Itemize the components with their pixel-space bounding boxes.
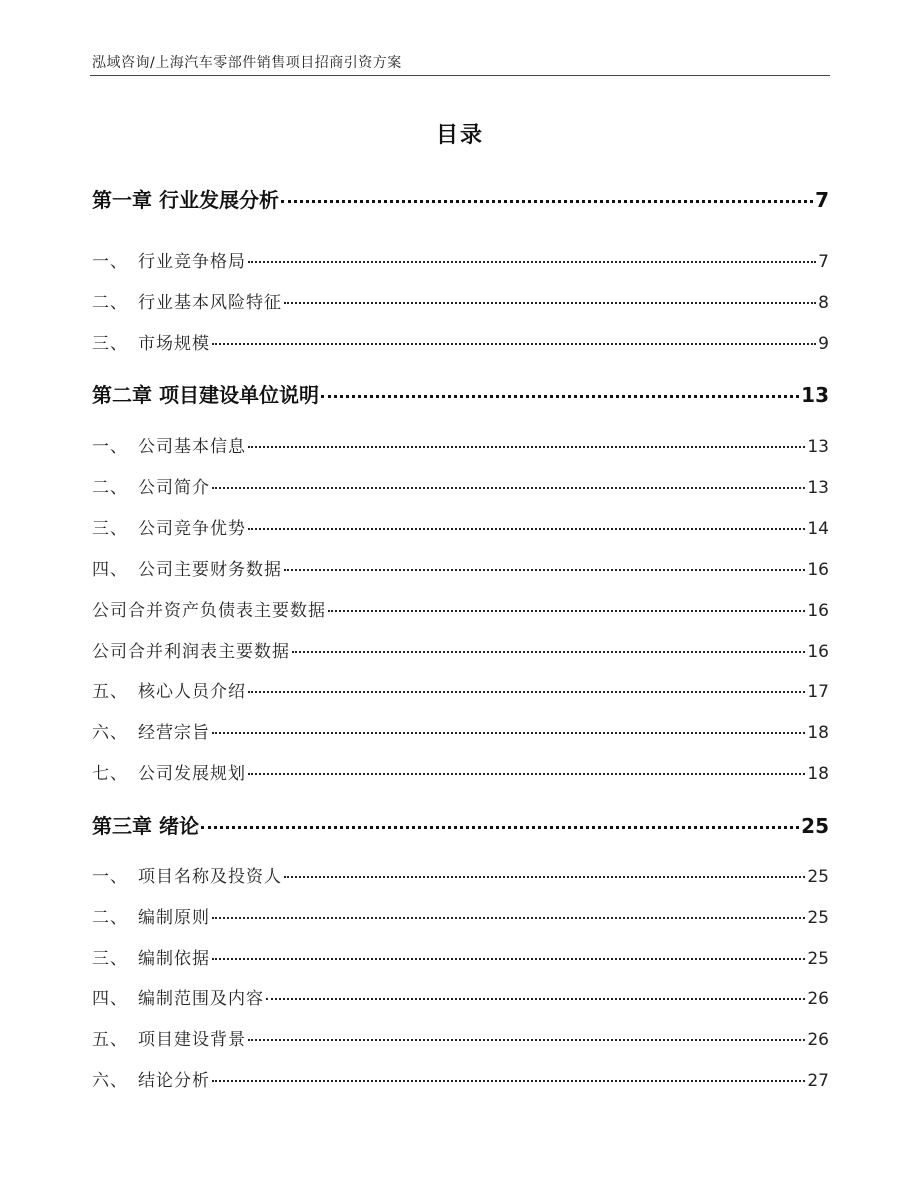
dot-leader	[212, 958, 805, 960]
toc-entry-number: 五、	[92, 682, 128, 702]
dot-leader	[284, 569, 805, 571]
toc-entry-label	[92, 1025, 246, 1050]
toc-entry-text: 编制依据	[138, 949, 210, 969]
dot-leader	[248, 261, 816, 263]
toc-entry-number: 二、	[92, 293, 128, 313]
toc-entry[interactable]	[92, 1066, 829, 1091]
toc-entry-text: 结论分析	[138, 1071, 210, 1091]
toc-entry-text: 公司基本信息	[138, 437, 246, 457]
toc-entry-page: 7	[815, 188, 829, 212]
toc-entry-page: 25	[801, 814, 829, 838]
toc-entry[interactable]	[92, 596, 829, 621]
toc-entry-page: 16	[807, 560, 829, 580]
dot-leader	[266, 998, 805, 1000]
toc-entry-number: 二、	[92, 478, 128, 498]
toc-entry-number: 四、	[92, 989, 128, 1009]
toc-entry-number: 二、	[92, 908, 128, 928]
toc-entry-label: 第二章 项目建设单位说明	[92, 383, 319, 407]
toc-entry-text: 编制原则	[138, 908, 210, 928]
toc-entry-page: 17	[807, 682, 829, 702]
toc-entry-number: 三、	[92, 949, 128, 969]
toc-entry[interactable]	[92, 903, 829, 928]
toc-entry-label	[92, 903, 210, 928]
toc-entry-text: 公司发展规划	[138, 764, 246, 784]
dot-leader	[212, 1080, 805, 1082]
toc-entry-number: 一、	[92, 437, 128, 457]
toc-entry-text: 行业竞争格局	[138, 252, 246, 272]
toc-entry-chapter-3[interactable]	[92, 810, 829, 839]
toc-entry[interactable]	[92, 944, 829, 969]
dot-leader	[212, 732, 805, 734]
toc-entry[interactable]	[92, 637, 829, 662]
toc-title: 目录	[435, 123, 484, 148]
toc-entry-label	[92, 473, 210, 498]
toc-entry-label	[92, 288, 282, 313]
toc-entry-label: 第一章 行业发展分析	[92, 188, 279, 212]
toc-entry-number: 三、	[92, 519, 128, 539]
toc-entry-label	[92, 432, 246, 457]
toc-entry-number: 五、	[92, 1030, 128, 1050]
toc-entry-page: 26	[807, 1030, 829, 1050]
toc-entry-page: 13	[807, 478, 829, 498]
toc-entry-label	[92, 944, 210, 969]
toc-entry-label	[92, 514, 246, 539]
toc-entry[interactable]	[92, 514, 829, 539]
toc-entry-text: 项目名称及投资人	[138, 867, 282, 887]
dot-leader	[248, 446, 805, 448]
dot-leader	[284, 876, 805, 878]
toc-entry-label	[92, 247, 246, 272]
toc-entry[interactable]	[92, 984, 829, 1009]
toc-entry-chapter-1[interactable]	[92, 184, 829, 213]
toc-entry-number: 四、	[92, 560, 128, 580]
toc-entry-text: 公司竞争优势	[138, 519, 246, 539]
toc-entry-page: 26	[807, 989, 829, 1009]
dot-leader	[328, 610, 805, 612]
toc-entry-page: 18	[807, 723, 829, 743]
toc-entry-page: 13	[801, 383, 829, 407]
toc-entry[interactable]	[92, 432, 829, 457]
toc-entry-page: 14	[807, 519, 829, 539]
toc-entry-number: 七、	[92, 764, 128, 784]
dot-leader	[248, 773, 805, 775]
toc-entry-page: 8	[818, 293, 829, 313]
toc-entry-text: 公司简介	[138, 478, 210, 498]
toc-entry[interactable]	[92, 473, 829, 498]
running-header: 泓域咨询/上海汽车零部件销售项目招商引资方案	[92, 55, 402, 71]
toc-entry-page: 13	[807, 437, 829, 457]
dot-leader	[201, 826, 799, 829]
toc-entry-label: 公司合并资产负债表主要数据	[92, 601, 326, 621]
dot-leader	[292, 651, 805, 653]
toc-entry-number: 一、	[92, 252, 128, 272]
toc-entry-text: 行业基本风险特征	[138, 293, 282, 313]
dot-leader	[321, 395, 799, 398]
dot-leader	[248, 691, 805, 693]
dot-leader	[212, 343, 816, 345]
toc-entry-label	[92, 759, 246, 784]
toc-entry-page: 25	[807, 908, 829, 928]
toc-entry-page: 7	[818, 252, 829, 272]
dot-leader	[248, 528, 805, 530]
toc-entry-label	[92, 718, 210, 743]
header-divider	[90, 75, 830, 76]
dot-leader	[212, 917, 805, 919]
toc-entry[interactable]	[92, 718, 829, 743]
toc-entry[interactable]	[92, 329, 829, 354]
toc-entry-label	[92, 862, 282, 887]
toc-entry-text: 编制范围及内容	[138, 989, 264, 1009]
dot-leader	[281, 200, 813, 203]
toc-entry-page: 16	[807, 601, 829, 621]
dot-leader	[212, 487, 805, 489]
toc-entry-number: 六、	[92, 1071, 128, 1091]
toc-entry-text: 经营宗旨	[138, 723, 210, 743]
toc-entry-label	[92, 555, 282, 580]
toc-entry-chapter-2[interactable]	[92, 379, 829, 408]
toc-entry[interactable]	[92, 1025, 829, 1050]
toc-entry-page: 25	[807, 949, 829, 969]
toc-entry-number: 一、	[92, 867, 128, 887]
dot-leader	[284, 302, 816, 304]
toc-entry-text: 核心人员介绍	[138, 682, 246, 702]
toc-entry-label	[92, 1066, 210, 1091]
toc-entry-page: 25	[807, 867, 829, 887]
toc-entry-label	[92, 677, 246, 702]
toc-entry-page: 18	[807, 764, 829, 784]
dot-leader	[248, 1039, 805, 1041]
toc-entry-text: 项目建设背景	[138, 1030, 246, 1050]
toc-entry-number: 三、	[92, 334, 128, 354]
toc-entry-text: 市场规模	[138, 334, 210, 354]
toc-entry-number: 六、	[92, 723, 128, 743]
toc-entry-page: 16	[807, 642, 829, 662]
toc-entry[interactable]	[92, 555, 829, 580]
toc-entry[interactable]	[92, 677, 829, 702]
toc-entry[interactable]	[92, 759, 829, 784]
toc-entry-page: 9	[818, 334, 829, 354]
toc-entry[interactable]	[92, 862, 829, 887]
toc-entry-label: 第三章 绪论	[92, 814, 199, 838]
toc-entry-page: 27	[807, 1071, 829, 1091]
toc-entry-label	[92, 984, 264, 1009]
toc-entry-text: 公司主要财务数据	[138, 560, 282, 580]
toc-entry-label: 公司合并利润表主要数据	[92, 642, 290, 662]
toc-entry[interactable]	[92, 247, 829, 272]
toc-entry-label	[92, 329, 210, 354]
toc-entry[interactable]	[92, 288, 829, 313]
